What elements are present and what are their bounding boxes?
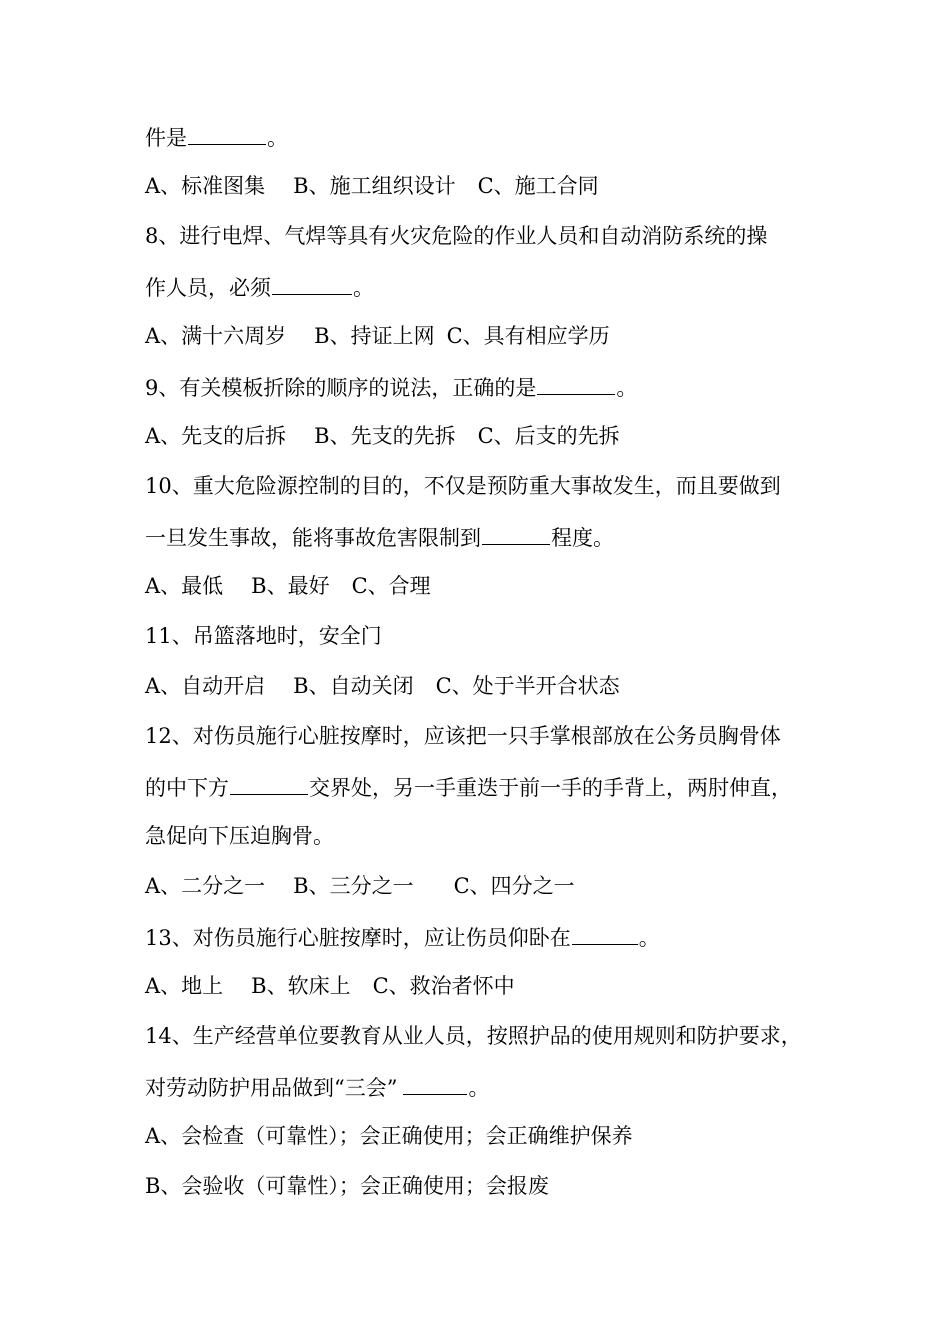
text: 。 [353,276,374,300]
question-7-options [145,172,599,200]
option-a: A、最低 [145,574,224,598]
question-10-line-2 [145,522,614,552]
text: 件是 [145,126,187,150]
answer-blank [537,372,615,395]
question-14-option-b [145,1172,549,1200]
option-a: A、自动开启 [145,674,266,698]
question-11-options [145,672,620,700]
answer-blank [188,122,266,145]
question-10-options [145,572,431,600]
option-a: A、会检查（可靠性）；会正确使用；会正确维护保养 [145,1124,633,1148]
question-8-line-1 [145,222,767,250]
option-a: A、满十六周岁 [145,324,287,348]
option-c: C、后支的先拆 [477,424,620,448]
text: 作人员，必须 [145,276,271,300]
text: 一旦发生事故，能将事故危害限制到 [145,526,481,550]
option-a: A、二分之一 [145,874,266,898]
option-c: C、四分之一 [453,874,575,898]
option-c: C、合理 [351,574,431,598]
answer-blank [272,272,352,295]
text: 13、对伤员施行心脏按摩时，应让伤员仰卧在 [145,926,571,950]
question-13 [145,922,660,952]
question-8-line-2 [145,272,374,302]
question-12-options [145,872,575,900]
text: 11、吊篮落地时，安全门 [145,624,382,648]
text: 14、生产经营单位要教育从业人员，按照护品的使用规则和防护要求， [145,1024,802,1048]
question-13-options [145,972,515,1000]
text: 程度。 [551,526,614,550]
text: 对劳动防护用品做到“三会” [145,1076,398,1100]
option-b: B、先支的先拆 [314,424,456,448]
option-b: B、软床上 [251,974,351,998]
option-c: C、救治者怀中 [372,974,515,998]
answer-blank [482,522,550,545]
option-c: C、具有相应学历 [446,324,610,348]
answer-blank [403,1072,467,1095]
text: 交界处，另一手重迭于前一手的手背上，两肘伸直， [309,776,792,800]
question-7-continuation [145,122,288,152]
option-b: B、施工组织设计 [293,174,456,198]
option-a: A、先支的后拆 [145,424,287,448]
text: 10、重大危险源控制的目的，不仅是预防重大事故发生，而且要做到 [145,474,781,498]
question-12-line-1 [145,722,781,750]
text: 。 [468,1076,490,1100]
question-14-option-a [145,1122,633,1150]
option-c: C、施工合同 [477,174,599,198]
question-11 [145,622,382,650]
answer-blank [572,922,638,945]
question-14-line-1 [145,1022,802,1050]
question-14-line-2 [145,1072,489,1102]
question-8-options [145,322,610,350]
answer-blank [230,772,308,795]
option-b: B、自动关闭 [293,674,414,698]
question-12-line-3 [145,822,334,850]
option-b: B、会验收（可靠性）；会正确使用；会报废 [145,1174,549,1198]
option-a: A、地上 [145,974,224,998]
question-9 [145,372,637,402]
option-b: B、持证上网 [314,324,435,348]
option-b: B、三分之一 [293,874,414,898]
text: 。 [638,926,660,950]
option-b: B、最好 [251,574,330,598]
option-c: C、处于半开合状态 [435,674,620,698]
question-12-line-2 [145,772,792,802]
text: 。 [267,126,288,150]
text: 12、对伤员施行心脏按摩时，应该把一只手掌根部放在公务员胸骨体 [145,724,781,748]
text: 9、有关模板折除的顺序的说法，正确的是 [145,376,537,400]
text: 。 [616,376,638,400]
text: 8、进行电焊、气焊等具有火灾危险的作业人员和自动消防系统的操 [145,224,768,248]
question-9-options [145,422,620,450]
option-a: A、标准图集 [145,174,266,198]
text: 急促向下压迫胸骨。 [145,824,334,848]
question-10-line-1 [145,472,781,500]
text: 的中下方 [145,776,229,800]
